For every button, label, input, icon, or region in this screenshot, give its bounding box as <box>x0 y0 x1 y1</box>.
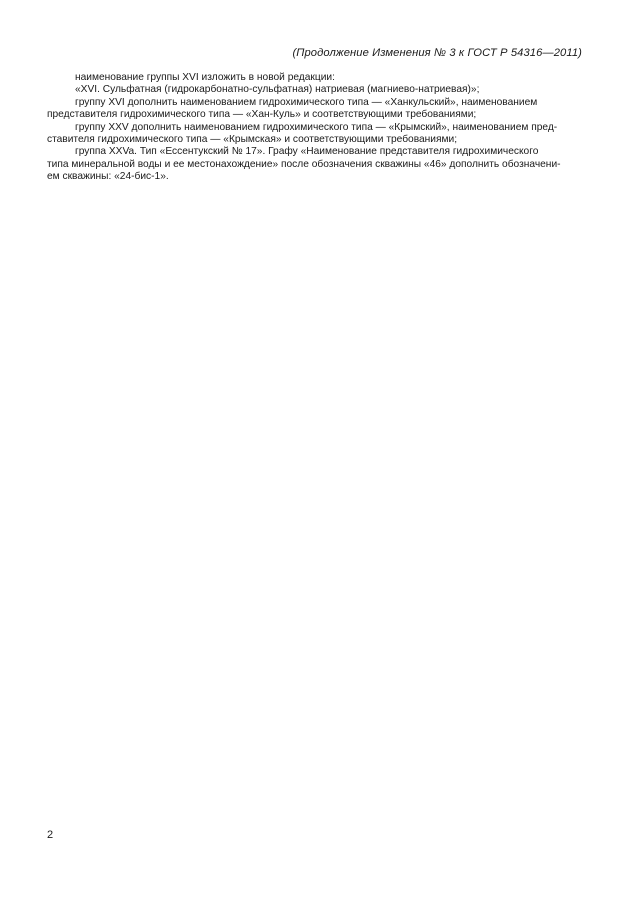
text-line: «XVI. Сульфатная (гидрокарбонатно-сульфатная) натриевая (магниево-натриевая)»; <box>75 84 480 96</box>
text-line: наименование группы XVI изложить в новой редакции: <box>75 72 335 83</box>
text-line: ем скважины: «24-бис-1». <box>47 171 169 183</box>
text-line: представителя гидрохимического типа — «Хан-Куль» и соответствующими требованиями; <box>47 109 477 121</box>
text-line: группа XXVa. Тип «Ессентукский № 17». Графу «Наименование представителя гидрохимического <box>75 146 539 158</box>
continuation-header: (Продолжение Изменения № 3 к ГОСТ Р 54316—2011) <box>292 47 582 59</box>
text-line: типа минеральной воды и ее местонахождение» после обозначения скважины «46» дополнить обозначени- <box>47 158 561 170</box>
text-line: группу XXV дополнить наименованием гидрохимического типа — «Крымский», наименованием пред- <box>75 121 558 133</box>
amendment-text <box>47 72 583 184</box>
text-line: группу XVI дополнить наименованием гидрохимического типа — «Ханкульский», наименованием <box>75 96 538 108</box>
page-number: 2 <box>47 829 54 841</box>
text-line: ставителя гидрохимического типа — «Крымская» и соответствующими требованиями; <box>47 134 458 146</box>
